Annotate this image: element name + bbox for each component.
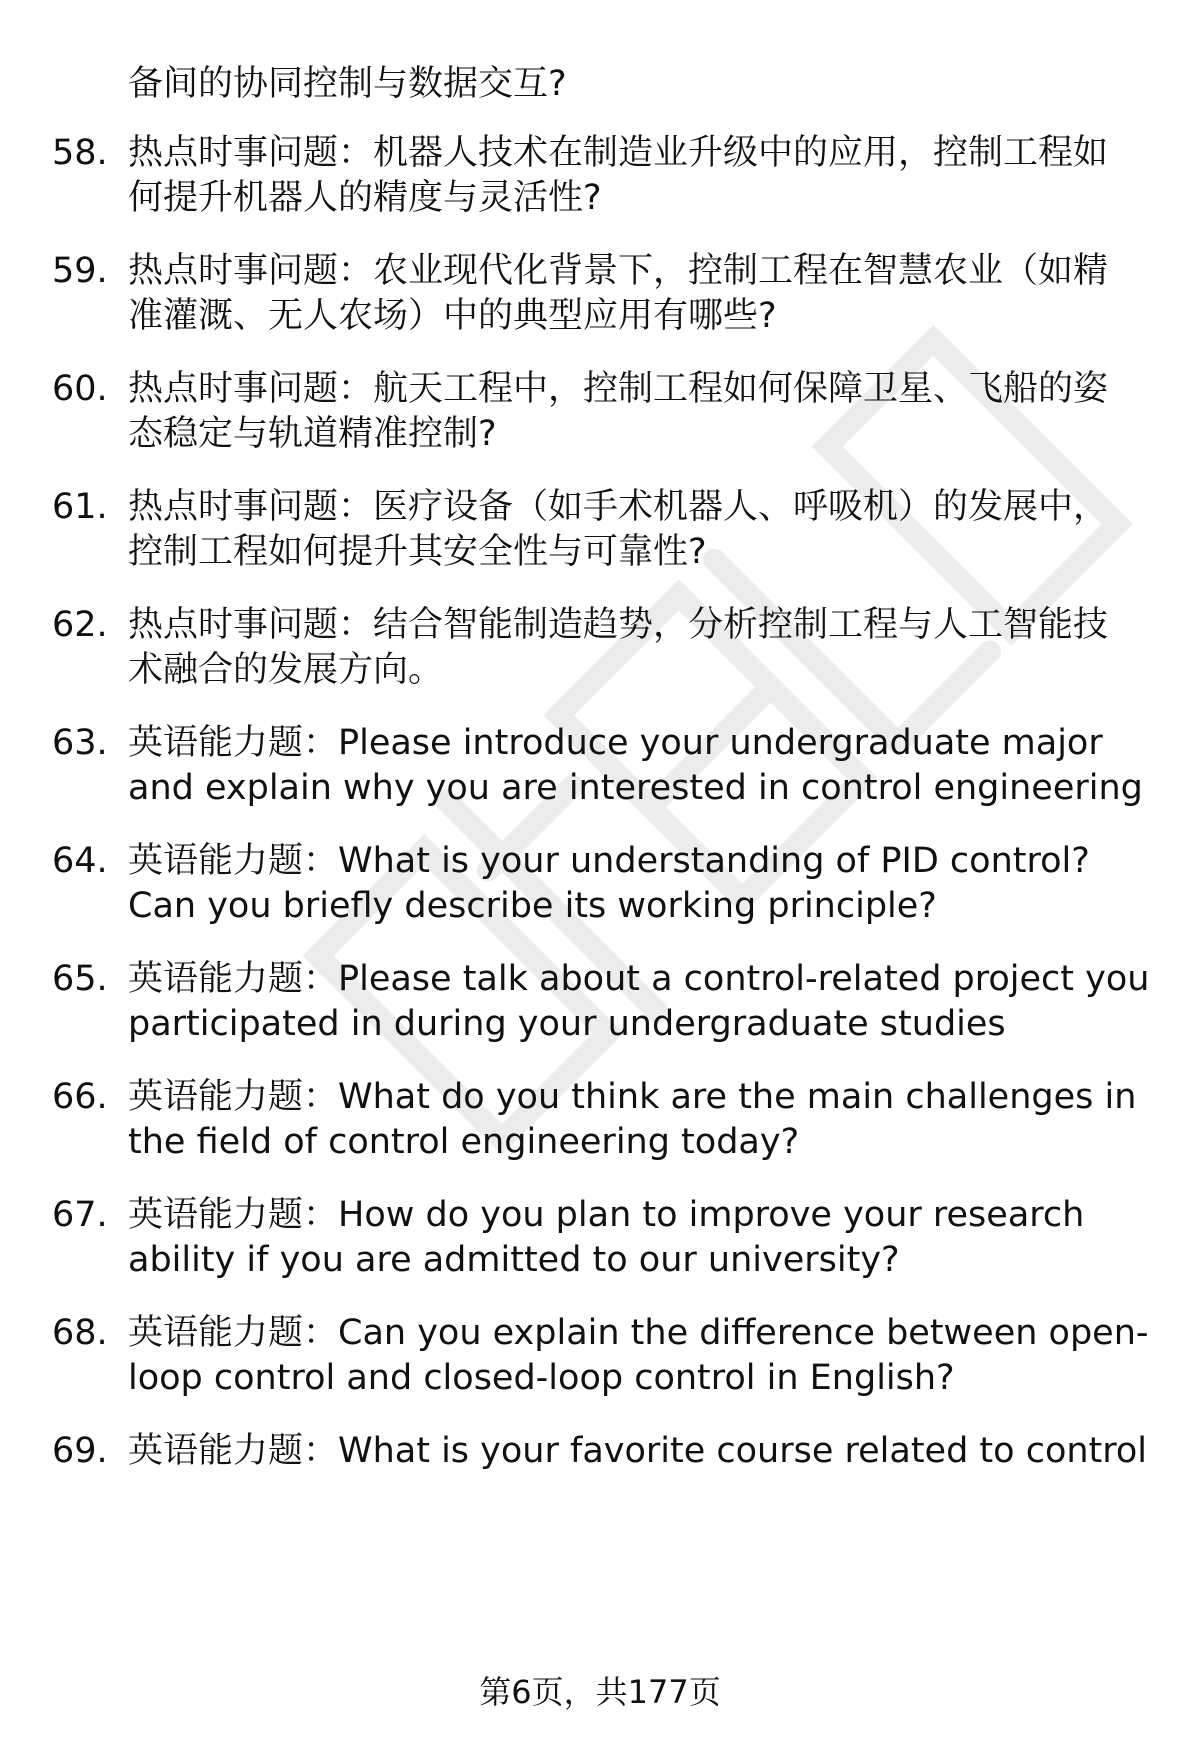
question-text-line: Can you briefly describe its working principle? bbox=[128, 886, 937, 926]
question-number: 64. bbox=[52, 841, 108, 881]
question-text-line: 英语能力题：How do you plan to improve your research bbox=[128, 1195, 1085, 1235]
question-text-line: 英语能力题：Please talk about a control-related project you bbox=[128, 959, 1150, 999]
question-text-line: 准灌溉、无人农场）中的典型应用有哪些? bbox=[128, 296, 777, 336]
question-text-line: 何提升机器人的精度与灵活性? bbox=[128, 178, 602, 218]
question-text-line: participated in during your undergraduate studies bbox=[128, 1004, 1006, 1044]
question-text-line: 术融合的发展方向。 bbox=[128, 650, 444, 690]
question-number: 61. bbox=[52, 487, 108, 527]
question-number: 69. bbox=[52, 1431, 108, 1471]
question-text-line: 英语能力题：What is your understanding of PID control? bbox=[128, 841, 1090, 881]
question-text-line: 英语能力题：What is your favorite course related to control bbox=[128, 1431, 1148, 1471]
continuation-text: 备间的协同控制与数据交互? bbox=[128, 64, 567, 104]
question-number: 58. bbox=[52, 133, 108, 173]
question-number: 67. bbox=[52, 1195, 108, 1235]
question-number: 68. bbox=[52, 1313, 108, 1353]
question-text-line: 英语能力题：Can you explain the difference between open- bbox=[128, 1313, 1149, 1353]
question-text-line: 热点时事问题：航天工程中，控制工程如何保障卫星、飞船的姿 bbox=[128, 369, 1109, 409]
page-footer: 第6页，共177页 bbox=[479, 1673, 721, 1711]
question-number: 60. bbox=[52, 369, 108, 409]
question-number: 62. bbox=[52, 605, 108, 645]
question-text-line: 热点时事问题：农业现代化背景下，控制工程在智慧农业（如精 bbox=[128, 251, 1109, 291]
question-number: 65. bbox=[52, 959, 108, 999]
question-text-line: 英语能力题：What do you think are the main challenges in bbox=[128, 1077, 1137, 1117]
question-text-line: 热点时事问题：医疗设备（如手术机器人、呼吸机）的发展中， bbox=[128, 487, 1109, 527]
question-text-line: 态稳定与轨道精准控制? bbox=[128, 414, 497, 454]
question-text-line: ability if you are admitted to our university? bbox=[128, 1240, 900, 1280]
question-text-line: and explain why you are interested in control engineering bbox=[128, 768, 1143, 808]
question-text-line: 热点时事问题：机器人技术在制造业升级中的应用，控制工程如 bbox=[128, 133, 1109, 173]
question-text-line: 英语能力题：Please introduce your undergraduate major bbox=[128, 723, 1103, 763]
question-text-line: 热点时事问题：结合智能制造趋势，分析控制工程与人工智能技 bbox=[128, 605, 1109, 645]
question-number: 59. bbox=[52, 251, 108, 291]
question-number: 66. bbox=[52, 1077, 108, 1117]
question-text-line: 控制工程如何提升其安全性与可靠性? bbox=[128, 532, 707, 572]
question-number: 63. bbox=[52, 723, 108, 763]
question-text-line: the field of control engineering today? bbox=[128, 1122, 800, 1162]
question-text-line: loop control and closed-loop control in English? bbox=[128, 1358, 955, 1398]
